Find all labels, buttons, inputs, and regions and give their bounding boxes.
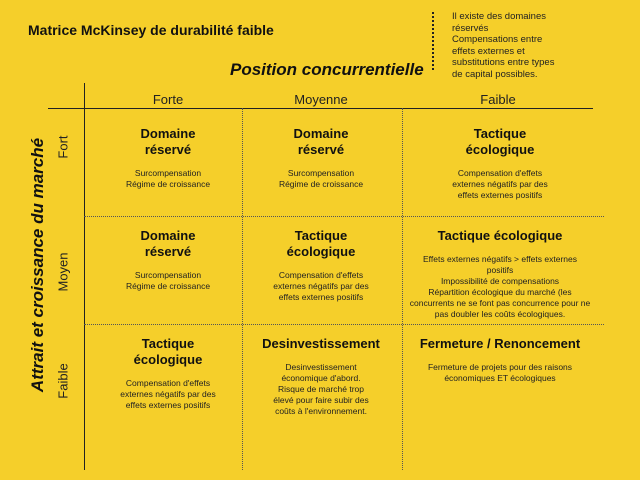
dotted-separator (432, 12, 438, 70)
column-header-moyenne: Moyenne (294, 92, 348, 107)
cell-body-line: Surcompensation (134, 168, 202, 178)
note-line: Compensations entre (452, 34, 543, 45)
cell-body-line: externes négatifs par des (273, 281, 369, 291)
cell-heading (273, 228, 368, 260)
cell-body-line: effets externes positifs (457, 190, 543, 200)
grid-line-horizontal (84, 324, 604, 325)
cell-body-line: Répartition écologique du marché (les (428, 287, 572, 297)
cell-body-line: Fermeture de projets pour des raisons (427, 362, 573, 372)
grid-line-vertical (402, 108, 403, 470)
grid-line-horizontal (84, 216, 604, 217)
cell-heading-line: Domaine (140, 126, 196, 141)
cell-body-line: coûts à l'environnement. (275, 406, 367, 416)
note-line: Il existe des domaines (452, 11, 546, 22)
cell-heading-line: réservé (297, 142, 345, 157)
cell-body-line: externes négatifs par des (120, 389, 216, 399)
cell-body-line: élevé pour faire subir des (273, 395, 369, 405)
cell-heading (120, 336, 215, 368)
matrix-cell (262, 336, 380, 417)
cell-body (126, 270, 210, 292)
x-axis-title: Position concurrentielle (230, 60, 424, 79)
cell-body-line: Surcompensation (134, 270, 202, 280)
cell-heading-line: écologique (465, 142, 535, 157)
matrix-cell (420, 336, 580, 384)
cell-body (126, 168, 210, 190)
cell-body-line: Régime de croissance (278, 179, 364, 189)
cell-body-line: économiques ET écologiques (444, 373, 556, 383)
cell-body-line: Risque de marché trop (278, 384, 364, 394)
cell-body-line: Compensation d'effets (125, 378, 211, 388)
cell-body (279, 168, 363, 190)
cell-heading (452, 126, 547, 158)
cell-body-line: Régime de croissance (125, 281, 211, 291)
page-title: Matrice McKinsey de durabilité faible (28, 22, 274, 38)
cell-heading-line: Tactique (294, 228, 348, 243)
note-line: de capital possibles. (452, 68, 538, 80)
cell-heading (126, 126, 210, 158)
cell-body-line: pas doubler les coûts écologiques. (434, 309, 566, 319)
matrix-cell (273, 228, 368, 303)
cell-body-line: effets externes positifs (125, 400, 211, 410)
matrix-cell (452, 126, 547, 201)
cell-body-line: Desinvestissement (285, 362, 357, 372)
cell-body-line: Régime de croissance (125, 179, 211, 189)
cell-heading (262, 336, 380, 352)
cell-heading-line: Tactique écologique (437, 228, 563, 243)
cell-body-line: effets externes positifs (278, 292, 364, 302)
cell-body (273, 270, 368, 303)
row-header-faible: Faible (55, 363, 71, 399)
cell-body-line: économique d'abord. (281, 373, 361, 383)
cell-heading-line: réservé (144, 244, 192, 259)
column-header-forte: Forte (152, 92, 184, 107)
cell-body (410, 254, 591, 320)
cell-heading-line: Tactique (473, 126, 527, 141)
cell-heading-line: Domaine (140, 228, 196, 243)
cell-heading (279, 126, 363, 158)
cell-heading-line: Domaine (293, 126, 349, 141)
row-header-divider (84, 83, 85, 470)
cell-body (452, 168, 547, 201)
grid-line-vertical (242, 108, 243, 470)
matrix-cell (126, 126, 210, 190)
matrix-cell (410, 228, 591, 320)
matrix-cell (120, 336, 215, 411)
note-line: effets externes et (452, 45, 525, 57)
cell-body-line: Impossibilité de compensations (440, 276, 560, 286)
cell-heading-line: Tactique (141, 336, 195, 351)
cell-body (262, 362, 380, 417)
cell-body-line: concurrents ne se font pas concurrence pour ne (409, 298, 591, 308)
cell-heading-line: Fermeture / Renoncement (419, 336, 581, 351)
cell-heading-line: écologique (286, 244, 356, 259)
column-header-faible: Faible (480, 92, 516, 107)
cell-body-line: externes négatifs par des (452, 179, 548, 189)
cell-body-line: Surcompensation (287, 168, 355, 178)
cell-body-line: Effets externes négatifs > effets externes (423, 254, 577, 264)
side-note (452, 11, 602, 80)
cell-heading-line: réservé (144, 142, 192, 157)
cell-heading-line: Desinvestissement (262, 336, 380, 351)
cell-body-line: Compensation d'effets (278, 270, 364, 280)
matrix-cell (279, 126, 363, 190)
cell-heading (126, 228, 210, 260)
matrix-cell (126, 228, 210, 292)
note-line: réservés (452, 22, 489, 34)
cell-body (120, 378, 215, 411)
header-divider (48, 108, 593, 109)
cell-heading (420, 336, 580, 352)
note-line: substitutions entre types (452, 57, 555, 68)
cell-body-line: positifs (486, 265, 514, 275)
row-header-fort: Fort (55, 135, 71, 159)
cell-body-line: Compensation d'effets (457, 168, 543, 178)
cell-heading-line: écologique (133, 352, 203, 367)
row-header-moyen: Moyen (55, 252, 71, 292)
y-axis-title: Attrait et croissance du marché (28, 137, 47, 393)
cell-body (420, 362, 580, 384)
cell-heading (410, 228, 591, 244)
